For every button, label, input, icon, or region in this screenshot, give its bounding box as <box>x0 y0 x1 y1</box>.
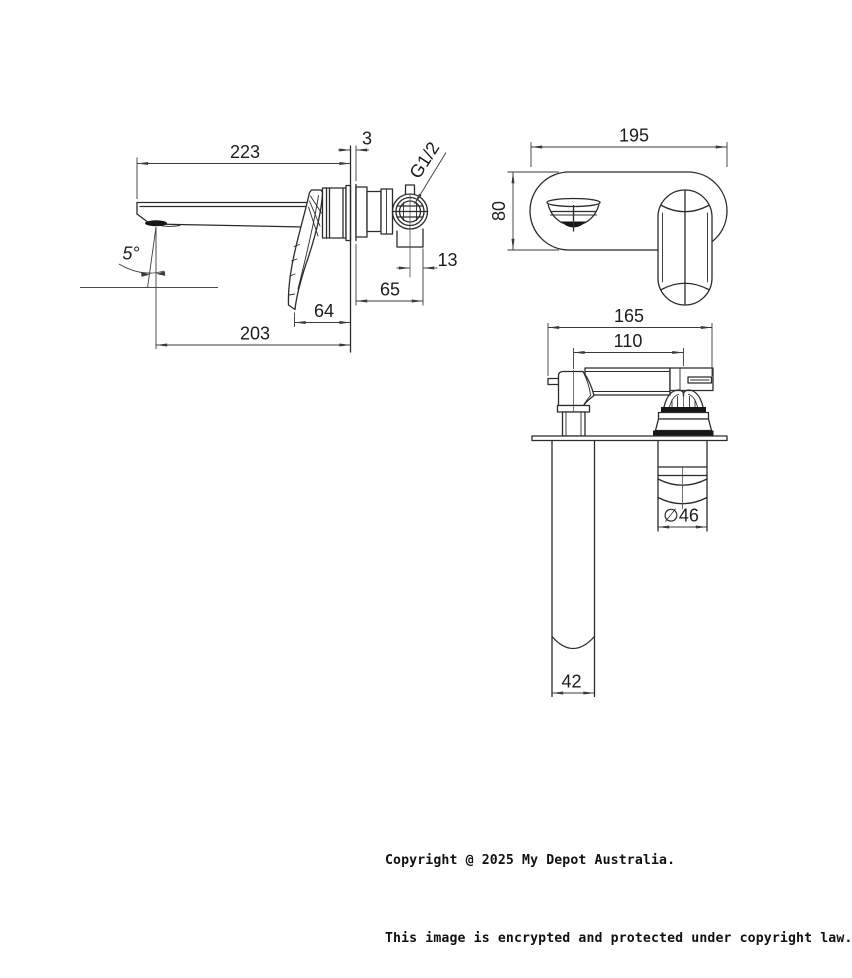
dim-overall-width: 165 <box>613 306 645 326</box>
lever-handle-side <box>288 190 322 310</box>
dim-spout-width: 42 <box>561 671 582 692</box>
copyright-footer <box>385 796 852 978</box>
g12-thread-label: G1/2 <box>405 138 444 183</box>
spout-side <box>137 203 308 228</box>
inwall-body-side <box>356 185 428 278</box>
dim-plate-height: 80 <box>489 200 509 222</box>
body-top <box>548 368 714 436</box>
angle-label: 5° <box>122 243 140 264</box>
aerator-side <box>145 220 167 226</box>
dim-handle-length: 64 <box>313 301 335 321</box>
dim-plate-thickness: 3 <box>361 128 373 149</box>
dim-body-depth: 65 <box>379 279 401 300</box>
lever-handle-front <box>658 190 712 305</box>
front-view <box>489 126 727 306</box>
copyright-line2: This image is encrypted and protected under copyright law. <box>385 931 852 946</box>
dim-plate-width: 195 <box>618 125 650 146</box>
seal-ring-upper <box>661 407 706 413</box>
spout-tube-below <box>552 441 595 697</box>
top-view <box>532 306 727 697</box>
side-view-dimensions <box>80 129 458 350</box>
top-view-dimensions <box>548 306 712 693</box>
dim-cartridge-diameter: ∅46 <box>663 505 699 526</box>
wall-plate-edge <box>532 436 727 441</box>
copyright-line1: Copyright @ 2025 My Depot Australia. <box>385 853 676 868</box>
dim-centres: 110 <box>613 331 643 351</box>
wall-plate-side <box>351 146 357 352</box>
side-view <box>80 129 458 353</box>
dim-spout-reach: 223 <box>229 142 261 162</box>
cartridge-housing-side <box>323 186 351 241</box>
dim-spout-to-wall: 203 <box>239 323 271 344</box>
dim-outlet-offset: 13 <box>437 250 458 270</box>
seal-ring-lower <box>653 431 714 437</box>
